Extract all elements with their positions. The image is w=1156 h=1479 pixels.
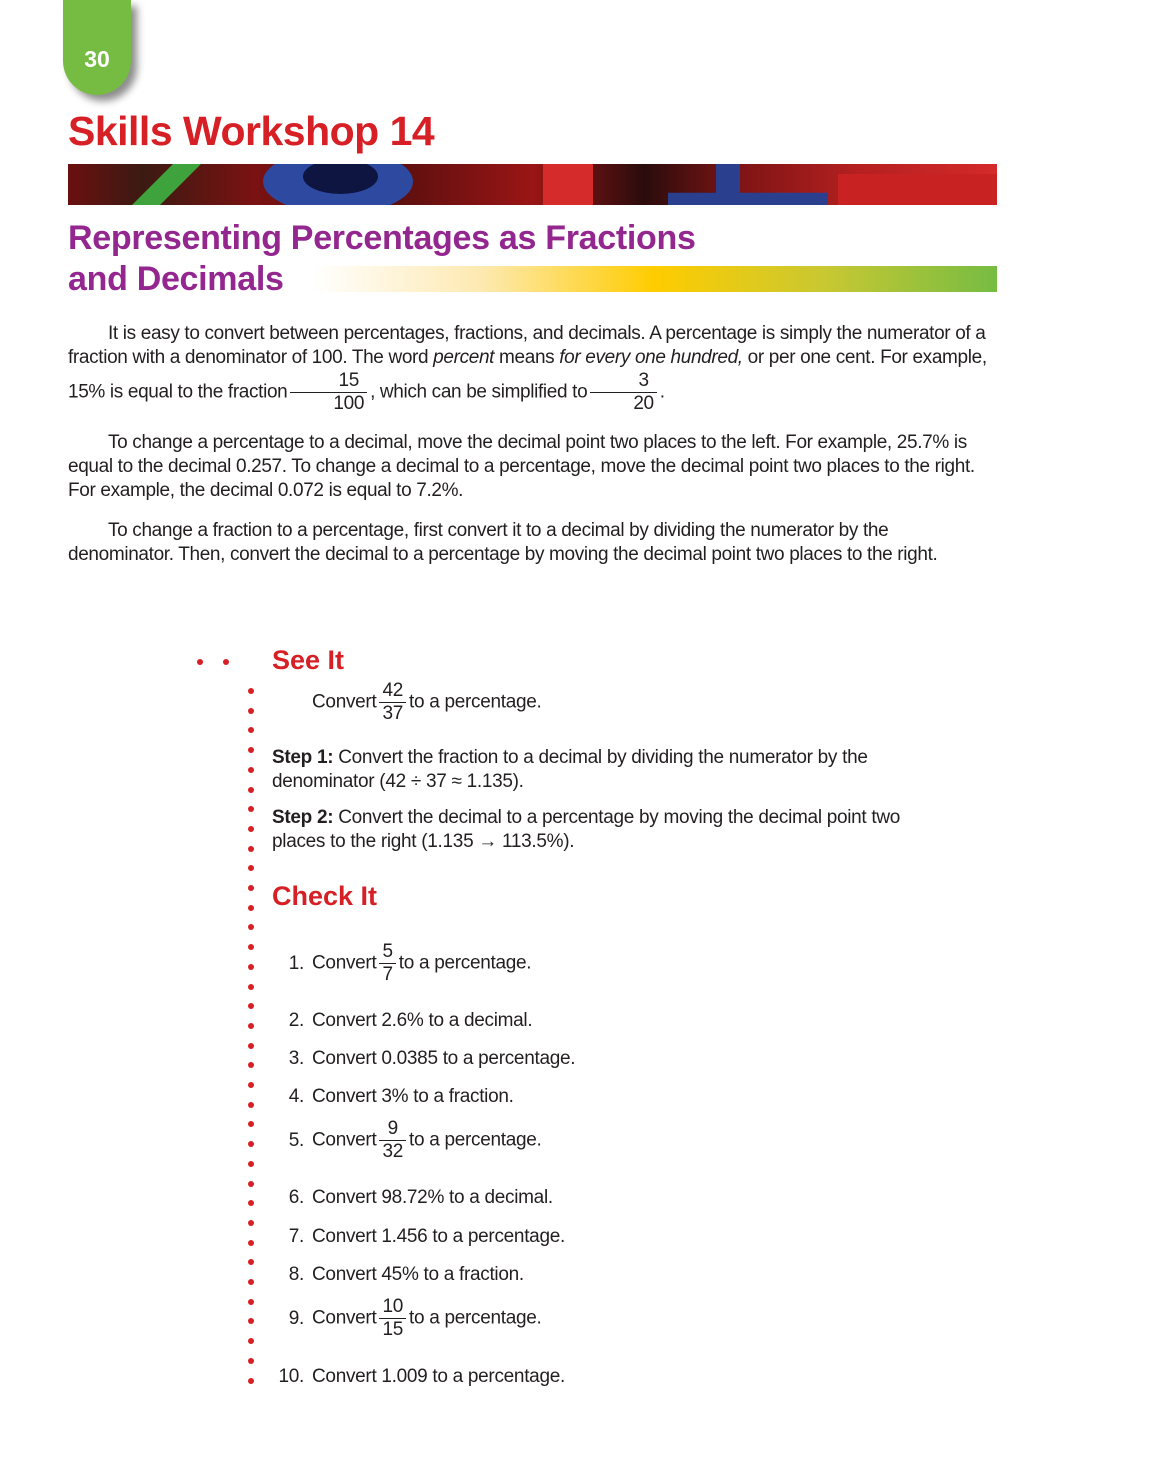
dot xyxy=(248,1082,254,1088)
intro-paragraph-2: To change a percentage to a decimal, move the decimal point two places to the left. For example, 25.7% is equal to the decimal 0.257. To change a decimal to a percentage, move the decimal point two places to the right. For example, the decimal 0.072 is equal to 7.2%. xyxy=(68,432,975,501)
step-1: Step 1: Convert the fraction to a decimal by dividing the numerator by the denominator (42 ÷ 37 ≈ 1.135). xyxy=(272,747,868,792)
dot xyxy=(248,1259,254,1265)
page-number-tab xyxy=(63,0,131,95)
dot xyxy=(248,1299,254,1305)
dot xyxy=(197,659,203,665)
intro-text xyxy=(68,322,998,567)
dot xyxy=(248,924,254,930)
dot xyxy=(248,905,254,911)
dot xyxy=(248,885,254,891)
check-item: 2. Convert 2.6% to a decimal. xyxy=(288,1010,533,1031)
dot xyxy=(248,865,254,871)
banner-image xyxy=(68,164,997,205)
fraction: $\frac{3}{20}$ xyxy=(590,370,656,415)
dot xyxy=(248,1102,254,1108)
dot xyxy=(248,1121,254,1127)
page-title: Skills Workshop 14 xyxy=(68,108,435,154)
see-it-heading: See It xyxy=(272,645,345,675)
fraction: $\frac{15}{100}$ xyxy=(290,370,367,415)
dot xyxy=(248,688,254,694)
check-it-heading: Check It xyxy=(272,881,378,911)
dot xyxy=(248,787,254,793)
dot xyxy=(248,1279,254,1285)
check-item: 1. Convert $\frac{5}{7}$ to a percentage. xyxy=(288,941,532,985)
gradient-bar xyxy=(312,266,997,292)
dot xyxy=(248,1240,254,1246)
dot xyxy=(248,806,254,812)
dot xyxy=(248,1200,254,1206)
dot xyxy=(248,1161,254,1167)
dot xyxy=(248,1338,254,1344)
dot xyxy=(248,1378,254,1384)
step-2: Step 2: Convert the decimal to a percentage by moving the decimal point two places to the right (1.135 → 113.5%). xyxy=(272,807,901,852)
dot xyxy=(223,659,229,665)
check-item: 6. Convert 98.72% to a decimal. xyxy=(288,1187,553,1208)
dot xyxy=(248,708,254,714)
dot xyxy=(248,846,254,852)
fraction: $\frac{5}{7}$ xyxy=(379,941,395,986)
check-item: 10. Convert 1.009 to a percentage. xyxy=(278,1366,565,1387)
intro-paragraph-1: It is easy to convert between percentages, fractions, and decimals. A percentage is simply the numerator of a fraction with a denominator of 100. The word percent means for every one hundred, or per one cent. For example, 15% is equal to the fraction $\frac{15}{100}$ , which can be simplified to $\frac{3}{20}$ . xyxy=(68,323,987,414)
dot xyxy=(248,1003,254,1009)
dot xyxy=(248,944,254,950)
fraction: $\frac{10}{15}$ xyxy=(379,1296,406,1341)
dot xyxy=(248,747,254,753)
section-title: Representing Percentages as Fractions and Decimals xyxy=(68,219,696,298)
dot xyxy=(248,767,254,773)
dot xyxy=(248,964,254,970)
intro-paragraph-3: To change a fraction to a percentage, first convert it to a decimal by dividing the numerator by the denominator. Then, convert the decimal to a percentage by moving the decimal point two places to the right. xyxy=(68,520,938,565)
dot xyxy=(248,1181,254,1187)
fraction: $\frac{9}{32}$ xyxy=(379,1118,406,1163)
check-item: 5. Convert $\frac{9}{32}$ to a percentage. xyxy=(288,1118,542,1162)
dot xyxy=(248,1141,254,1147)
dot xyxy=(248,1358,254,1364)
check-item: 9. Convert $\frac{10}{15}$ to a percentage. xyxy=(288,1296,542,1340)
dot xyxy=(248,1062,254,1068)
see-it-prompt: Convert $\frac{42}{37}$ to a percentage. xyxy=(312,680,542,724)
page-number: 30 xyxy=(84,46,110,72)
dot xyxy=(248,984,254,990)
check-item: 4. Convert 3% to a fraction. xyxy=(288,1086,514,1107)
dot xyxy=(248,1220,254,1226)
dot xyxy=(248,826,254,832)
dot xyxy=(248,727,254,733)
check-item: 7. Convert 1.456 to a percentage. xyxy=(288,1226,565,1247)
check-item: 8. Convert 45% to a fraction. xyxy=(288,1264,524,1285)
dot xyxy=(248,1043,254,1049)
check-item: 3. Convert 0.0385 to a percentage. xyxy=(288,1048,576,1069)
dot xyxy=(248,1023,254,1029)
dot xyxy=(248,1318,254,1324)
